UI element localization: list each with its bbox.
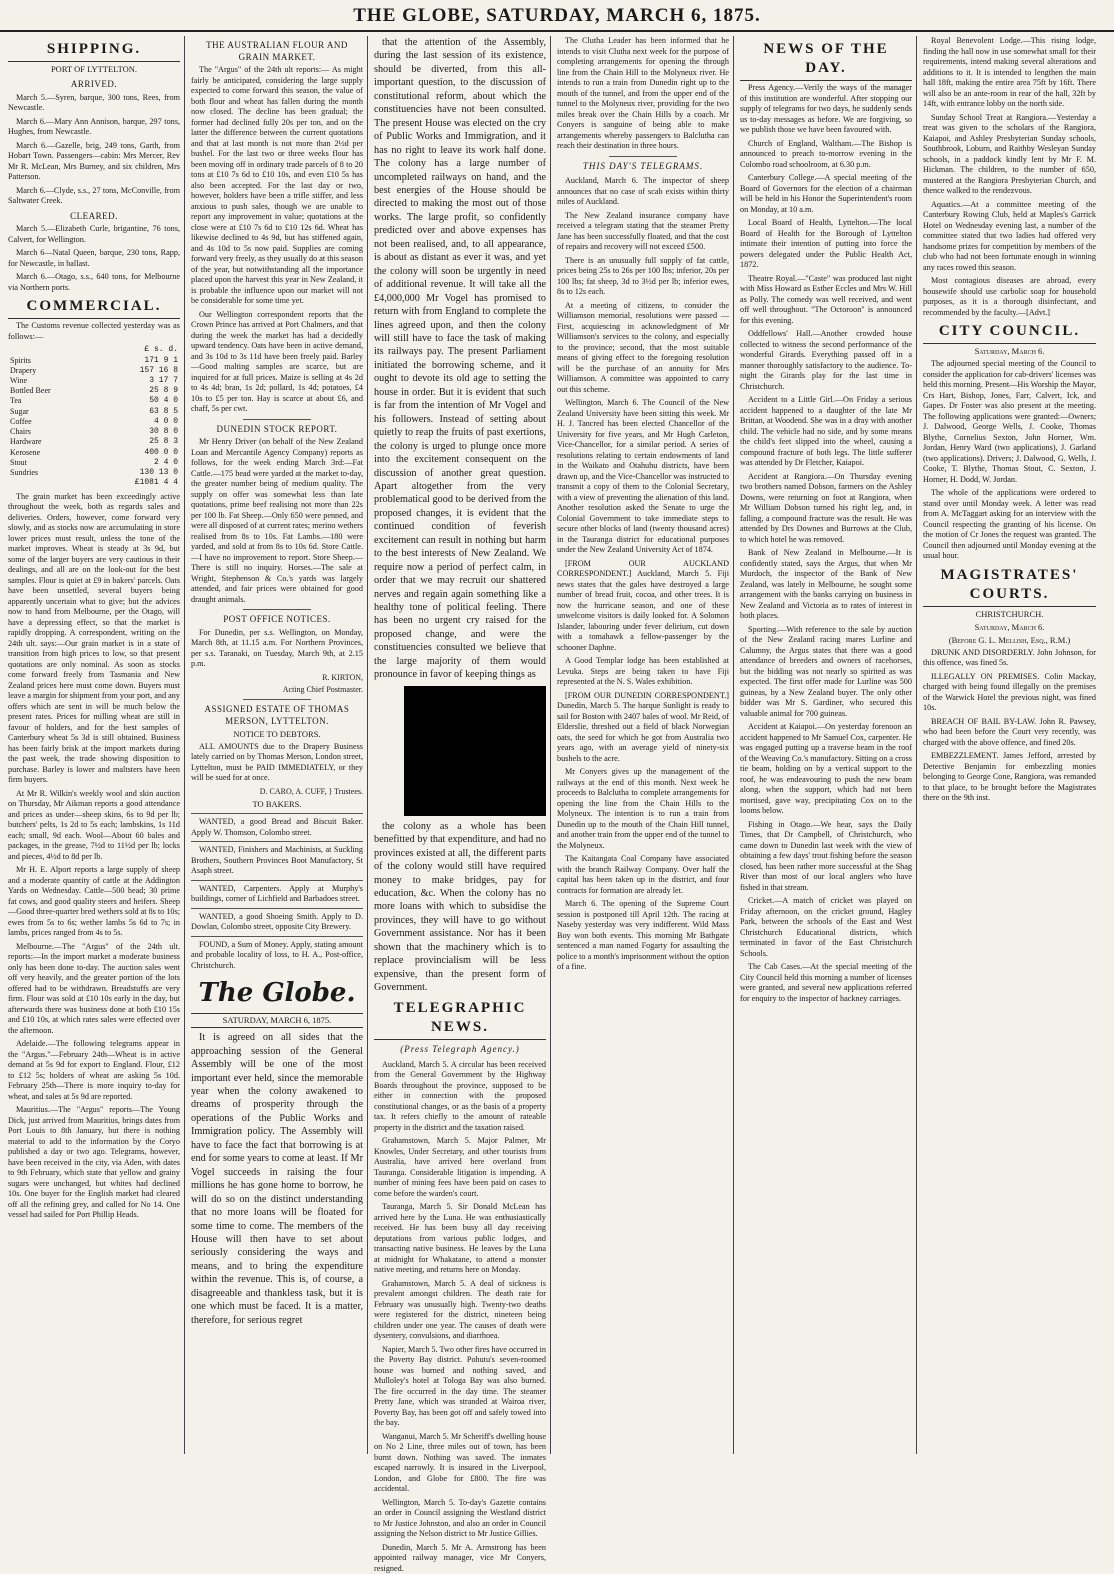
telegram-item: Auckland, March 5. A circular has been received from the General Government by the Highway Boards throughout the province, supposed to be either in connection with the proposed constitutional changes, or as the basis of a property tax. It refers chiefly to the amount of rateable property in the district and the taxation raised.: [374, 1059, 546, 1132]
masthead: [0, 0, 1114, 32]
court-case: DRUNK AND DISORDERLY. John Johnson, for this offence, was fined 5s.: [923, 647, 1096, 668]
telegram-item: Dunedin, March 5. Mr A. Armstrong has been appointed railway manager, vice Mr Conyers, resigned.: [374, 1542, 546, 1573]
classified-ad: WANTED, a good Bread and Biscuit Baker. Apply W. Thomson, Colombo street.: [191, 813, 363, 838]
customs-row: Chairs 30 8 0: [10, 427, 178, 437]
news-item: Fishing in Otago.—We hear, says the Daily Times, that Dr Campbell, of Christchurch, who came down to Dunedin last week with the view of obtaining a few days' trout fishing before the season closed, has been rather more successful at the Shag River than most of our local anglers who have fished in that stream.: [740, 819, 912, 892]
customs-row: Stout 2 4 0: [10, 457, 178, 467]
globe-logo: The Globe.: [198, 978, 356, 1009]
page-columns: [8, 36, 1106, 1573]
customs-row: Kerosene 400 0 0: [10, 447, 178, 457]
telegram-item: Wellington, March 6. The Council of the New Zealand University have been sitting this week. Mr H. J. Tancred has been elected Chancellor of the University for five years, and Mr Hugh Carleton, Vice-Chancellor, for a similar period. A series of resolutions relating to certain endowments of land in the Waikato and Otahuhu districts, have been drawn up, and the Vice-Chancellor was instructed to transmit a copy of them to the Colonial Secretary, with a view of preventing the alienation of this land. Another resolution asked the Senate to urge the Colonial Government to take immediate steps to secure other blocks of land (twenty thousand acres) in the Tauranga district for educational purposes under the New Zealand University Act of 1874.: [557, 398, 729, 555]
news-item: Local Board of Health, Lyttelton.—The local Board of Health for the Borough of Lyttelton intimate their intention of putting into force the powers delegated under the Public Health Act, 1872.: [740, 218, 912, 270]
telegram-item: The New Zealand insurance company have received a telegram stating that the steamer Pretty Jane has been successfully floated, and that the cost of repairs and recovery will not exceed £500.: [557, 210, 729, 252]
newspaper-title: THE GLOBE, SATURDAY, MARCH 6, 1875.: [353, 5, 761, 26]
divider: [243, 699, 312, 700]
cleared-entry: March 5.—Elizabeth Curle, brigantine, 76 tons, Calvert, for Wellington.: [8, 224, 180, 244]
telegram-item: There is an unusually full supply of fat cattle, prices being 25s to 26s per 100 lbs; inferior, 20s per 100 lbs; fat sheep, 3d to 3½d per lb; inferior ewes, 8s to 12s each.: [557, 255, 729, 297]
divider: [609, 156, 678, 157]
divider: [243, 419, 312, 420]
customs-row: Bottled Beer 25 8 9: [10, 386, 178, 396]
stock-yard-report: Mr H. E. Alport reports a large supply of sheep and a moderate quantity of cattle at the Addington Yards on Wednesday. Cattle—500 head; 30 prime fat cows, and good quality steers and heifers. Sheep—Good three-quarter bred wethers sold at 8s to 10s; ewes from 5s to 6s; wether lambs 5s 6d to 7s; in lambs, prices ranged from 4s to 5s.: [8, 865, 180, 938]
post-office-signature: R. KIRTON,: [322, 672, 363, 682]
customs-row: Drapery 157 16 8: [10, 365, 178, 375]
customs-intro: The Customs revenue collected yesterday was as follows:—: [8, 321, 180, 341]
mauritius-report: Mauritius.—The "Argus" reports—The Young Dick, just arrived from Mauritius, brings dates from Port Louis to 8th January, but there is nothing material to add to the information by the Coryo published a day or two ago. Telegrams, however, have been received in the city, via Aden, with dates to 9th February, which state that yellow and grainy sugars were unchanged, but whites had declined 10s. One buyer for the English market had cleared off all the refining grey, and called for No 14. One vessel had sailed for Port Phillip Heads.: [8, 1105, 180, 1220]
news-item: Accident at Rangiora.—On Thursday evening two brothers named Dobson, farmers on the Ashley Downs, were returning on foot at Rangiora, when Mr William Dobson turned his right leg, and, in falling, a compound fracture was the result. He was attended by Drs Downes and Burrows at the Club, to which hotel he was removed.: [740, 471, 912, 544]
customs-units: £ s. d.: [144, 345, 178, 355]
arrival-entry: March 6.—Clyde, s.s., 27 tons, McConville, from Saltwater Creek.: [8, 185, 180, 206]
news-item: Sunday School Treat at Rangiora.—Yesterday a treat was given to the scholars of the Rangiora, Kaiapoi, and Ashley Presbyterian Sunday schools, Southbrook, Loburn, and Raithby Wesleyan Sunday schools, in a paddock kindly lent by Mr F. M. Hickman. The children, to the number of 650, mustered at the Rangiora Presbyterian Church, and thence walked to the rendezvous.: [923, 112, 1096, 195]
customs-total: £1081 4 4: [134, 478, 178, 488]
advertisement-note: Most contagious diseases are abroad, every housewife should use carbolic soap for household purposes, as it is a thorough disinfectant, and recommended by the faculty.—[Advt.]: [923, 276, 1096, 317]
stock-report-heading: DUNEDIN STOCK REPORT.: [216, 423, 338, 434]
telegram-item: At a meeting of citizens, to consider the Williamson memorial, resolutions were passed —First, acquiescing in acknowledgment of Mr Williamson's services to the colony, and especially to the province; second, that the most suitable means of giving effect to the foregoing resolution will be the purchase of an annuity for Mrs Williamson. A committee was appointed to carry out this scheme.: [557, 300, 729, 394]
classified-ad: FOUND, a Sum of Money. Apply, stating amount and probable locality of loss, to H. A., Post-office, Christchurch.: [191, 936, 363, 972]
cleared-label: CLEARED.: [70, 210, 118, 221]
post-office-title: Acting Chief Postmaster.: [282, 684, 363, 694]
news-item: Royal Benevolent Lodge.—This rising lodge, finding the hall now in use somewhat small for their requirements, intend making several alterations and additions to it. It is intended to lengthen the main hall 18ft, making the entire area 75ft by 16ft. There will also be an ante-room in rear of the hall, 32ft by 14ft, with entrance lobby on the north side.: [923, 36, 1096, 108]
city-council-date: Saturday, March 6.: [974, 346, 1045, 357]
arrival-entry: March 5.—Syren, barque, 300 tons, Rees, from Newcastle.: [8, 92, 180, 113]
post-office-text: For Dunedin, per s.s. Wellington, on Monday, March 8th, at 11.15 a.m. For Northern Provinces, per s.s. Taranaki, on Tuesday, March 9th, at 2.15 p.m.: [191, 627, 363, 669]
telegram-item: [FROM OUR DUNEDIN CORRESPONDENT.] Dunedin, March 5. The barque Sunlight is ready to sail for Boston with 2407 bales of wool. Mr Reid, of Elderslie, threshed out a field of black Norwegian oats, the seed for which he got from Australia two years ago, with an average yield of ninety-six bushels to the acre.: [557, 690, 729, 763]
estate-heading: ASSIGNED ESTATE OF THOMAS MERSON, LYTTELTON.: [204, 704, 350, 726]
arrival-entry: March 6.—Mary Ann Annison, barque, 297 tons, Hughes, from Newcastle.: [8, 116, 180, 137]
post-office-heading: POST OFFICE NOTICES.: [223, 614, 331, 625]
news-item: Canterbury College.—A special meeting of the Board of Governors for the election of a chairman will be held in his Honor the Superintendent's room on Monday, at 10 a.m.: [740, 173, 912, 214]
adelaide-report: Adelaide.—The following telegrams appear in the "Argus."—February 24th—Wheat is in active demand at 5s 9d for export to England. Flour, £12 to £12 5s; holders of wheat are asking 5s 10d. February 25th—There is more inquiry to-day for wheat, and sales at 5s 9d are reported.: [8, 1039, 180, 1101]
news-item: Bank of New Zealand in Melbourne.—It is confidently stated, says the Argus, that when Mr Murdoch, the inspector of the Bank of New Zealand, was lately in Melbourne, he sought some arrangement with the banks carrying on business in New Zealand and Victoria as to rates of interest in both places.: [740, 548, 912, 621]
court-bench: (Before G. L. Mellish, Esq., R.M.): [948, 634, 1071, 645]
customs-table: [8, 345, 180, 488]
news-item: Church of England, Waltham.—The Bishop is announced to preach to-morrow evening in the Colombo road schoolroom, at 6.30 p.m.: [740, 138, 912, 169]
leader-dateline: SATURDAY, MARCH 6, 1875.: [191, 1013, 363, 1028]
customs-row: Spirits 171 9 1: [10, 355, 178, 365]
divider: [243, 609, 312, 610]
magistrates-courts-heading: MAGISTRATES' COURTS.: [923, 566, 1096, 607]
column-1: [8, 36, 185, 1454]
stock-report-text: Mr Henry Driver (on behalf of the New Zealand Loan and Mercantile Agency Company) reports as follows, for the week ending March 3rd:—Fat Cattle.—175 head were yarded at the market to-day, the greater number being of medium quality. The supply on offer was somewhat less than late quotations, prime beef realising not more than 22s per 100 lb. Fat Sheep.—Only 650 were penned, and were all disposed of at current rates; merino wethers realised from 8s to 10s. Fat Lambs.—180 were yarded, and sold at from 8s to 10s 6d. Store Cattle.—I have no improvement to report. Store Sheep.—There is still no inquiry. Horses.—The sale at Wright, Stephenson & Co.'s yards was largely attended, and fair prices were obtained for good draught animals.: [191, 437, 363, 604]
column-3: [374, 36, 551, 1573]
flour-market-text: Our Wellington correspondent reports that the Crown Prince has arrived at Port Chalmers, and that during the week the market has had a decidedly upward tendency. Oats have been in active demand, and 3s 10d to 3s 11d have been freely paid. Barley—Good malting samples are scarce, but are inquired for at full prices. Maize is selling at 4s 2d to 4s 4d; bran, 1s 2d; pollard, 1s 4d; potatoes, £4 10s to £5 per ton. Hay is scarce at about £6, and chaff, 5s per cwt.: [191, 309, 363, 414]
cleared-entry: March 6—Natal Queen, barque, 230 tons, Rapp, for Newcastle, in ballast.: [8, 248, 180, 268]
grain-report: The grain market has been exceedingly active throughout the week, both as regards sales and deliveries. Orders, however, come forward very slowly, and as stocks now are accumulating in store lower prices must result, unless the tone of the market improves. Wheat is steady at 3s 9d, but some of the larger buyers are very cautious in their dealings, and all are on the look-out for the best samples. Flour is quiet at £9 in bakers' parcels. Oats have been unsettled, several buyers being apparently uncertain what to give; but the advices now to hand from Melbourne, per the Otago, will have a depressing effect, so that the market is rapidly dropping. A correspondent, writing on the 24th ult. says:—Our grain market is in a state of transition from high prices to low, so that present quotations are only nominal. As soon as stocks come forward freely from Tasmania and New Zealand prices here must come down. Buyers must leave a margin for shipment from your port, and any offers which are sent in will be much below the present rates. Prices for milling wheat are still in favour of holders, and for the best samples of Canterbury wheat 5s 3d is still obtained. Business has been fairly brisk at the import markets during the past week, the trade showing disposition to purchase. Barley is lower and maltsters have been firm buyers.: [8, 491, 180, 785]
estate-notice: ALL AMOUNTS due to the Drapery Business lately carried on by Thomas Merson, London street, Lyttelton, must be PAID IMMEDIATELY, or they will be sued for at once.: [191, 741, 363, 783]
arrival-entry: March 6.—Gazelle, brig, 249 tons, Garth, from Hobart Town. Passengers—cabin: Mrs Mercer, Rev Mr R. McLean, Mrs Burney, and six children, Mrs Patterson.: [8, 140, 180, 182]
leader-article-conclusion: the colony as a whole has been benefitted by that expenditure, and had no provinces existed at all, the different parts of the colony would still have required money to make bridges, pay for education, &c. When the colony has no more loans with which to subsidise the provinces, they will have to go without Government assistance. Nor has it been shown that the machinery which is to replace provincialism will be less expensive, than the present form of Government.: [374, 820, 546, 994]
telegram-item: Auckland, March 6. The inspector of sheep announces that no case of scab exists within thirty miles of Auckland.: [557, 176, 729, 207]
customs-row: Wine 3 17 7: [10, 375, 178, 385]
telegram-item: Grahamstown, March 5. Major Palmer, Mr Knowles, Under Secretary, and other tourists from Australia, have arrived here overland from Tauranga. Considerable litigation is impending. A number of mining fees have been paid on cases to come before the warden's court.: [374, 1136, 546, 1198]
telegram-item: Mr Conyers gives up the management of the railways at the end of this month. Next week he proceeds to Balclutha to complete arrangements for opening the line from the Chain Hills to the Molyneux. The intention is to run a train from Dunedin up to the mouth of the Chain Hill tunnel, and another train from the upper end of the tunnel to the Molyneux.: [557, 767, 729, 850]
court-case: EMBEZZLEMENT. James Jefford, arrested by Detective Benjamin for embezzling monies belonging to George Cone, Rangiora, was remanded to that place, to be brought before the Magistrates there on the 9th inst.: [923, 751, 1096, 803]
city-council-heading: CITY COUNCIL.: [923, 322, 1096, 344]
customs-row: Hardware 25 8 3: [10, 437, 178, 447]
cleared-entry: March 6.—Otago, s.s., 640 tons, for Melbourne via Northern ports.: [8, 272, 180, 292]
court-case: ILLEGALLY ON PREMISES. Colin Mackay, charged with being found illegally on the premises of the Warwick Hotel the previous night, was fined 10s.: [923, 671, 1096, 713]
classified-ad: WANTED, a good Shoeing Smith. Apply to D. Dowlan, Colombo street, opposite City Brewery.: [191, 908, 363, 933]
estate-trustees: D. CARO, A. CUFF, } Trustees.: [259, 786, 363, 796]
news-item: Accident at Kaiapoi.—On yesterday forenoon an accident happened to Mr Samuel Cox, carpenter. He was engaged putting up a traverse beam in the roof of the Weaving Co.'s manufactory. Sitting on a cross tie beam, holding on by a vertical support to the roof, he was endeavouring to push the new beam along, when the support, which had not been mortised, gave way, precipitating Cox on to the looms below.: [740, 722, 912, 816]
flour-market-text: The "Argus" of the 24th ult reports:— As might fairly be anticipated, considering the large supply expected to come forward this season, the value of both flour and wheat has fallen during the month now closed. The decline has been gradual; the former had declined fully 20s per ton, and on the latter the difference between the current quotations and that at last month is not more than 2½d per bushel. For the last two or three weeks flour has been moving off in ordinary trade parcels of 8 to 20 tons at £10 7s 6d to £10 10s, and even £10 5s has also been accepted. For the last day or two, however, holders have been a trifle stiffer, and less anxious to push sales, though we are unable to report any improvement in value; quotations at the close were at £10 7s 6d to £10 12s 6d. Wheat has likewise declined to 4s 9d, but has stiffened again, and 4s 10d to 5s now paid. Supplies are coming forward very freely, as they usually do at this season of the year, but notwithstanding all the importance placed upon the harvest this year in New Zealand, it is probable the influence upon our market will not be considerable for some time yet.: [191, 65, 363, 306]
city-council-report: The whole of the applications were ordered to stand over until Monday week. A letter was read from A. McTaggart asking for an interview with the Council respecting the granting of his license. On the motion of Cr Jones the request was granted. The Council then adjourned until Monday evening at the usual hour.: [923, 488, 1096, 561]
news-item: Accident to a Little Girl.—On Friday a serious accident happened to a daughter of the late Mr Brittan, at Woodend. She was in a dray with another child. The vehicle had no side, and by some means the child's feet slipped into the wheel, causing a compound fracture of both legs. The little sufferer was attended by Dr Fletcher, Kaiapoi.: [740, 395, 912, 468]
telegram-item: March 6. The opening of the Supreme Court session is postponed till April 12th. The racing at Naseby yesterday was very indifferent. Wild Mass Boy won both events. This morning Mr Bathgate sentenced a man named Fogarty for assaulting the police to a month's imprisonment without the option of a fine.: [557, 899, 729, 972]
column-2: [191, 36, 368, 1454]
column-5: [740, 36, 917, 1454]
bakers-heading: TO BAKERS.: [252, 799, 302, 810]
telegram-item: Tauranga, March 5. Sir Donald McLean has arrived here by the Luna. He was enthusiastically received. He has been busy all day receiving deputations from various public lodges, and transacting native business. He leaves by the Luna at midnight for Whakatane, to attend a monster native meeting, and returns here on Monday.: [374, 1202, 546, 1275]
customs-row: Tea 50 4 0: [10, 396, 178, 406]
news-item: Press Agency.—Verily the ways of the manager of this institution are wonderful. After stopping our supply of telegrams for two days, he suddenly sends us to-day messages as before. We are forgiving, so we publish those we have been favoured with.: [740, 83, 912, 135]
court-place: CHRISTCHURCH.: [975, 608, 1044, 619]
telegram-item: Grahamstown, March 5. A deal of sickness is prevalent amongst children. The death rate for February was unusually high. Twenty-two deaths were registered for the district, nineteen being children under one year. The causes of death were dysentery, convulsions, and diarrhoea.: [374, 1278, 546, 1341]
news-of-the-day-heading: NEWS OF THE DAY.: [740, 40, 912, 81]
customs-row: Sugar 63 8 5: [10, 406, 178, 416]
news-item: Sporting.—With reference to the sale by auction of the New Zealand racing mares Lurline and Calumny, the Argus states that there was a good attendance of breeders and owners of racehorses, but the bidding was not nearly so spirited as was expected. The first offer made for Lurline was 500 guineas, by a New Zealand buyer. The only other bidder was Mr S. Gardiner, who secured this valuable animal for 700 guineas.: [740, 624, 912, 718]
telegram-item: [FROM OUR AUCKLAND CORRESPONDENT.] Auckland, March 5. Fiji news states that the gales have destroyed a large number of bread fruit, cocoa, and other trees. It is now the hurricane season, and one of these unwelcome visitors is daily looked for. A Solomon Islander, labouring under fever delirium, cut down with a tomahawk a fellow-passenger by the schooner Daphne.: [557, 558, 729, 652]
classified-ad: WANTED, Carpenters. Apply at Murphy's buildings, corner of Lichfield and Barbadoes street.: [191, 880, 363, 905]
arrived-label: ARRIVED.: [70, 79, 118, 90]
redaction-block: [404, 686, 546, 816]
port-subheading: PORT OF LYTTELTON.: [50, 64, 138, 75]
news-item: Oddfellows' Hall.—Another crowded house collected to witness the second performance of the wonderful Girards. Everything passed off in a manner thoroughly satisfactory to the audience. To-night the Girards play for the last time in Christchurch.: [740, 329, 912, 391]
news-item: Cricket.—A match of cricket was played on Friday afternoon, on the cricket ground, Hagley Park, between the schools of the East and West Christchurch Educational districts, which terminated in favor of the East Christchurch Schools.: [740, 896, 912, 958]
clutha-leader-text: The Clutha Leader has been informed that he intends to visit Clutha next week for the purpose of completing arrangements for opening the through line from the Chain Hill to the Molyneux river. He intends to run a train from Dunedin right up to the mouth of the tunnel, and from the upper end of the tunnel to the Molyneux river, providing for the two miles break over the Chain Hills by a coach. Mr Conyers is sanguine of being able to make arrangements whereby passengers to Balclutha can reach their destination in three hours.: [557, 36, 729, 150]
leader-article-continued: that the attention of the Assembly, during the last session of its existence, should be diverted, from this all-important question, to the discussion of constitutional reform, about which the constituencies have not been consulted. The present House was elected on the cry of Public Works and Immigration, and it has no right to leave its work half done. The colony has a large number of uncompleted railways on hand, and the best energies of the House should be directed to making the most out of those works. The large profit, so confidently predicted over and above expenses has not been realised, and, to all appearance, is about as distant as ever it was, and yet the colony will soon be urgently in need of additional revenue. It will take all the £4,000,000 Mr Vogel has promised to return with from England to complete the lines agreed upon, and then the colony will still have to face the task of making its railways pay. The present Parliament initiated the borrowing scheme, and it ought to devote its old age to setting the house in order. But it is evident that such is far from the intention of Mr Vogel and his followers. Instead of setting about quietly to reap the fruits of past exertions, the colony is urged to plunge once more into the excitement consequent on the discussion of another great question. Apart altogether from the very problematical good to be derived from the proposed changes, it is evident that the continued condition of feverish excitement can result in nothing but harm to the best interests of New Zealand. We require now a period of perfect calm, in order that we may recruit our shattered nerves and regain again something like a healthy tone of political feeling. There has been no urgent cry raised for the proposed change, and were the constituencies consulted we believe that the large majority of them would pronounce in favor of keeping things as: [374, 37, 546, 681]
flour-market-heading: THE AUSTRALIAN FLOUR AND GRAIN MARKET.: [206, 40, 348, 62]
press-agency-subheading: (Press Telegraph Agency.): [400, 1044, 520, 1055]
news-item: Aquatics.—At a committee meeting of the Canterbury Rowing Club, held at Maples's Garrick Hotel on Wednesday evening last, a number of the committee stated that two ladies had offered very handsome prizes for competition by members of the club who had not been fortunate enough in winning any races rowed this season.: [923, 199, 1096, 272]
court-date: Saturday, March 6.: [974, 621, 1045, 632]
customs-row: Sundries 130 13 0: [10, 468, 178, 478]
estate-subheading: NOTICE TO DEBTORS.: [233, 729, 321, 740]
telegraphic-news-heading: TELEGRAPHIC NEWS.: [374, 999, 546, 1040]
classified-ad: WANTED, Finishers and Machinists, at Suckling Brothers, Southern Provinces Boot Manufactory, St Asaph street.: [191, 841, 363, 877]
column-4: [557, 36, 734, 1454]
news-item: Theatre Royal.—"Caste" was produced last night with Miss Howard as Esther Eccles and Mrs W. Hill as Polly. The comedy was well received, and went off well throughout. "The Octoroon" is announced for this evening.: [740, 273, 912, 325]
wool-report: At Mr R. Wilkin's weekly wool and skin auction on Thursday, Mr Aikman reports a good attendance and prices as under—sheep skins, 6s to 9d per lb; butchers' pelts, 1s 2d to 5s each; lambskins, 1s 11d each; small, 9d each. Wool—About 60 bales and packages, in the grease, 7½d to 11½d per lb; locks and pieces, 4½d to 8d per lb.: [8, 788, 180, 861]
court-case: BREACH OF BAIL BY-LAW. John R. Pawsey, who had been before the Court very recently, was charged with the above offence, and fined 20s.: [923, 716, 1096, 747]
telegram-item: Wellington, March 5. To-day's Gazette contains an order in Council assigning the Westland district to Mr Justice Johnston, and also an order in Council assigning the Nelson district to Mr Justice Gillies.: [374, 1497, 546, 1539]
leader-article: It is agreed on all sides that the approaching session of the General Assembly will be one of the most important ever held, since the memorable year when the colony awakened to dreams of prosperity through the operations of the Public Works and Immigration policy. The Assembly will have to face the fact that borrowing is at end for some years to come at least. If Mr Vogel succeeds in raising the four millions he has gone home to borrow, he will do so on the distinct understanding that no more loans will be floated for some time to come. The members of the House will then have to set about seriously considering the ways and means, and to bring the expenditure within the revenue. This is, of course, a disagreeable and thankless task, but it is one which must be faced. It is a matter, therefore, for serious regret: [191, 1032, 363, 1326]
telegram-item: A Good Templar lodge has been established at Levuka. Steps are being taken to have Fiji represented at the N. S. Wales exhibition.: [557, 656, 729, 687]
commercial-heading: COMMERCIAL.: [8, 297, 180, 319]
news-item: The Cab Cases.—At the special meeting of the City Council held this morning a number of licenses were granted, and several new applications referred for enquiry to the inspector of hackney carriages.: [740, 962, 912, 1003]
telegram-item: Wanganui, March 5. Mr Scheriff's dwelling house on No 2 Line, three miles out of town, has been burnt down. Nothing was saved. The inmates escaped narrowly. It is insured in the Liverpool, London, and Globe for £800. The fire was accidental.: [374, 1431, 546, 1494]
telegram-item: Napier, March 5. Two other fires have occurred in the Poverty Bay district. Pohutu's seven-roomed house was burned and nothing saved, and Mulloley's hotel at Tologa Bay was also burned. The fire occurred in the day time. The steamer Pretty Jane, which was stranded at Wairoa river, Poverty Bay, has been got off and safely towed into the bay.: [374, 1344, 546, 1428]
customs-row: Coffee 4 0 0: [10, 416, 178, 426]
shipping-heading: SHIPPING.: [8, 40, 180, 62]
column-6: [923, 36, 1100, 1454]
city-council-report: The adjourned special meeting of the Council to consider the application for cab-drivers' licenses was held this morning. Present—His Worship the Mayor, Crs Hart, Bishop, Jones, Farr, Calvert, Ick, and Gapes. Dr Foster was also present at the meeting. The following applications were granted:—Owners; J. Dalwood, George Wells, J. Cooke, Thomas Blythe, Cornelius Sexton, John Horner, Wm. Jordan, Henry Ward (two applications), J. Garland (two applications). Drivers; J. Dalwood, G. Wells, J. Cooke, T. Blythe, Thomas Stout, C. Sexton, J. Horner, H. Dodd, W. Jordan.: [923, 359, 1096, 484]
todays-telegrams-heading: THIS DAY'S TELEGRAMS.: [582, 160, 704, 171]
melbourne-report: Melbourne.—The "Argus" of the 24th ult. reports:—In the import market a moderate business only has been done to-day. The auction sales went off very heavily, and the greater portion of the lots offered had to be withdrawn. Breadstuffs are very firm. Flour was sold at £10 10s early in the day, but afterwards there was business done at both £10 15s and £10 10s, at which rates sales were effected over the afternoon.: [8, 941, 180, 1035]
telegram-item: The Kaitangata Coal Company have associated with the branch Railway Company. Over half the capital has been taken up in the district, and four contracts for formation are already let.: [557, 854, 729, 895]
